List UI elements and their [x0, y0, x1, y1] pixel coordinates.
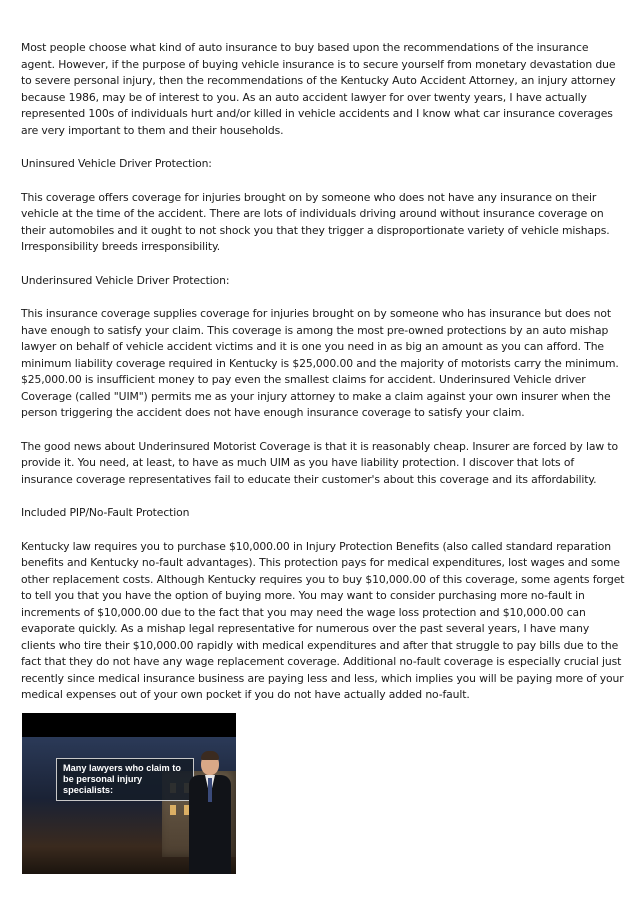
- intro-paragraph: Most people choose what kind of auto insurance to buy based upon the recommendations of the insurance agent. However, if the purpose of buying vehicle insurance is to secure yourself from monetary devastation due to severe personal injury, then the recommendations of the Kentucky Auto Accident Attorney, an injury attorney because 1986, may be of interest to you. As an auto accident lawyer for over twenty years, I have actually represented 100s of individuals hurt and/or killed in vehicle accidents and I know what car insurance coverages are very important to them and their households.: [21, 41, 616, 137]
- pip-paragraph: Kentucky law requires you to purchase $10,000.00 in Injury Protection Benefits (also called standard reparation benefits and Kentucky no-fault advantages). This protection pays for medical expenditures, lost wages and some other replacement costs. Although Kentucky requires you to buy $10,000.00 of this coverage, some agents forget to tell you that you have the option of buying more. You may want to consider purchasing more no-fault in increments of $10,000.00 due to the fact that you may need the wage loss protection and $10,000.00 can evaporate quickly. As a mishap legal representative for numerous over the past several years, I have many clients who tire their $10,000.00 rapidly with medical expenditures and after that struggle to pay bills due to the fact that they do not have any wage replacement coverage. Additional no-fault coverage is especially crucial just recently since medical insurance business are paying less and less, which implies you will be paying more of your medical expenses out of your own pocket if you do not have actually added no-fault.: [21, 539, 625, 701]
- section-heading-pip: Included PIP/No-Fault Protection: [21, 506, 190, 519]
- article-body: [21, 40, 625, 721]
- underinsured-paragraph: This insurance coverage supplies coverage for injuries brought on by someone who has insurance but does not have enough to satisfy your claim. This coverage is among the most pre-owned protections by an auto mishap lawyer on behalf of vehicle accident victims and it is one you need in as big an amount as you can afford. The minimum liability coverage required in Kentucky is $25,000.00 and the majority of motorists carry the minimum. $25,000.00 is insufficient money to pay even the smallest claims for accident. Underinsured Vehicle driver Coverage (called "UIM") permits me as your injury attorney to make a claim against your own insurer when the person triggering the accident does not have enough insurance coverage to satisfy your claim.: [21, 307, 619, 419]
- section-heading-underinsured: Underinsured Vehicle Driver Protection:: [21, 273, 230, 287]
- presenter-figure: [187, 753, 233, 874]
- video-thumbnail[interactable]: [22, 713, 236, 874]
- video-caption: Many lawyers who claim to be personal injury specialists:: [56, 758, 194, 801]
- uim-paragraph: The good news about Underinsured Motorist Coverage is that it is reasonably cheap. Insurer are forced by law to provide it. You need, at least, to have as much UIM as you have liability protection. I discover that lots of insurance coverage representatives fail to educate their customer's about this coverage and its affordability.: [21, 439, 618, 486]
- uninsured-paragraph: This coverage offers coverage for injuries brought on by someone who does not have any insurance on their vehicle at the time of the accident. There are lots of individuals driving around without insurance coverage on their automobiles and it ought to not shock you that they trigger a disproportionate variety of vehicle mishaps. Irresponsibility breeds irresponsibility.: [21, 190, 610, 253]
- video-top-bar: [22, 713, 236, 737]
- section-heading-uninsured: Uninsured Vehicle Driver Protection:: [21, 157, 212, 170]
